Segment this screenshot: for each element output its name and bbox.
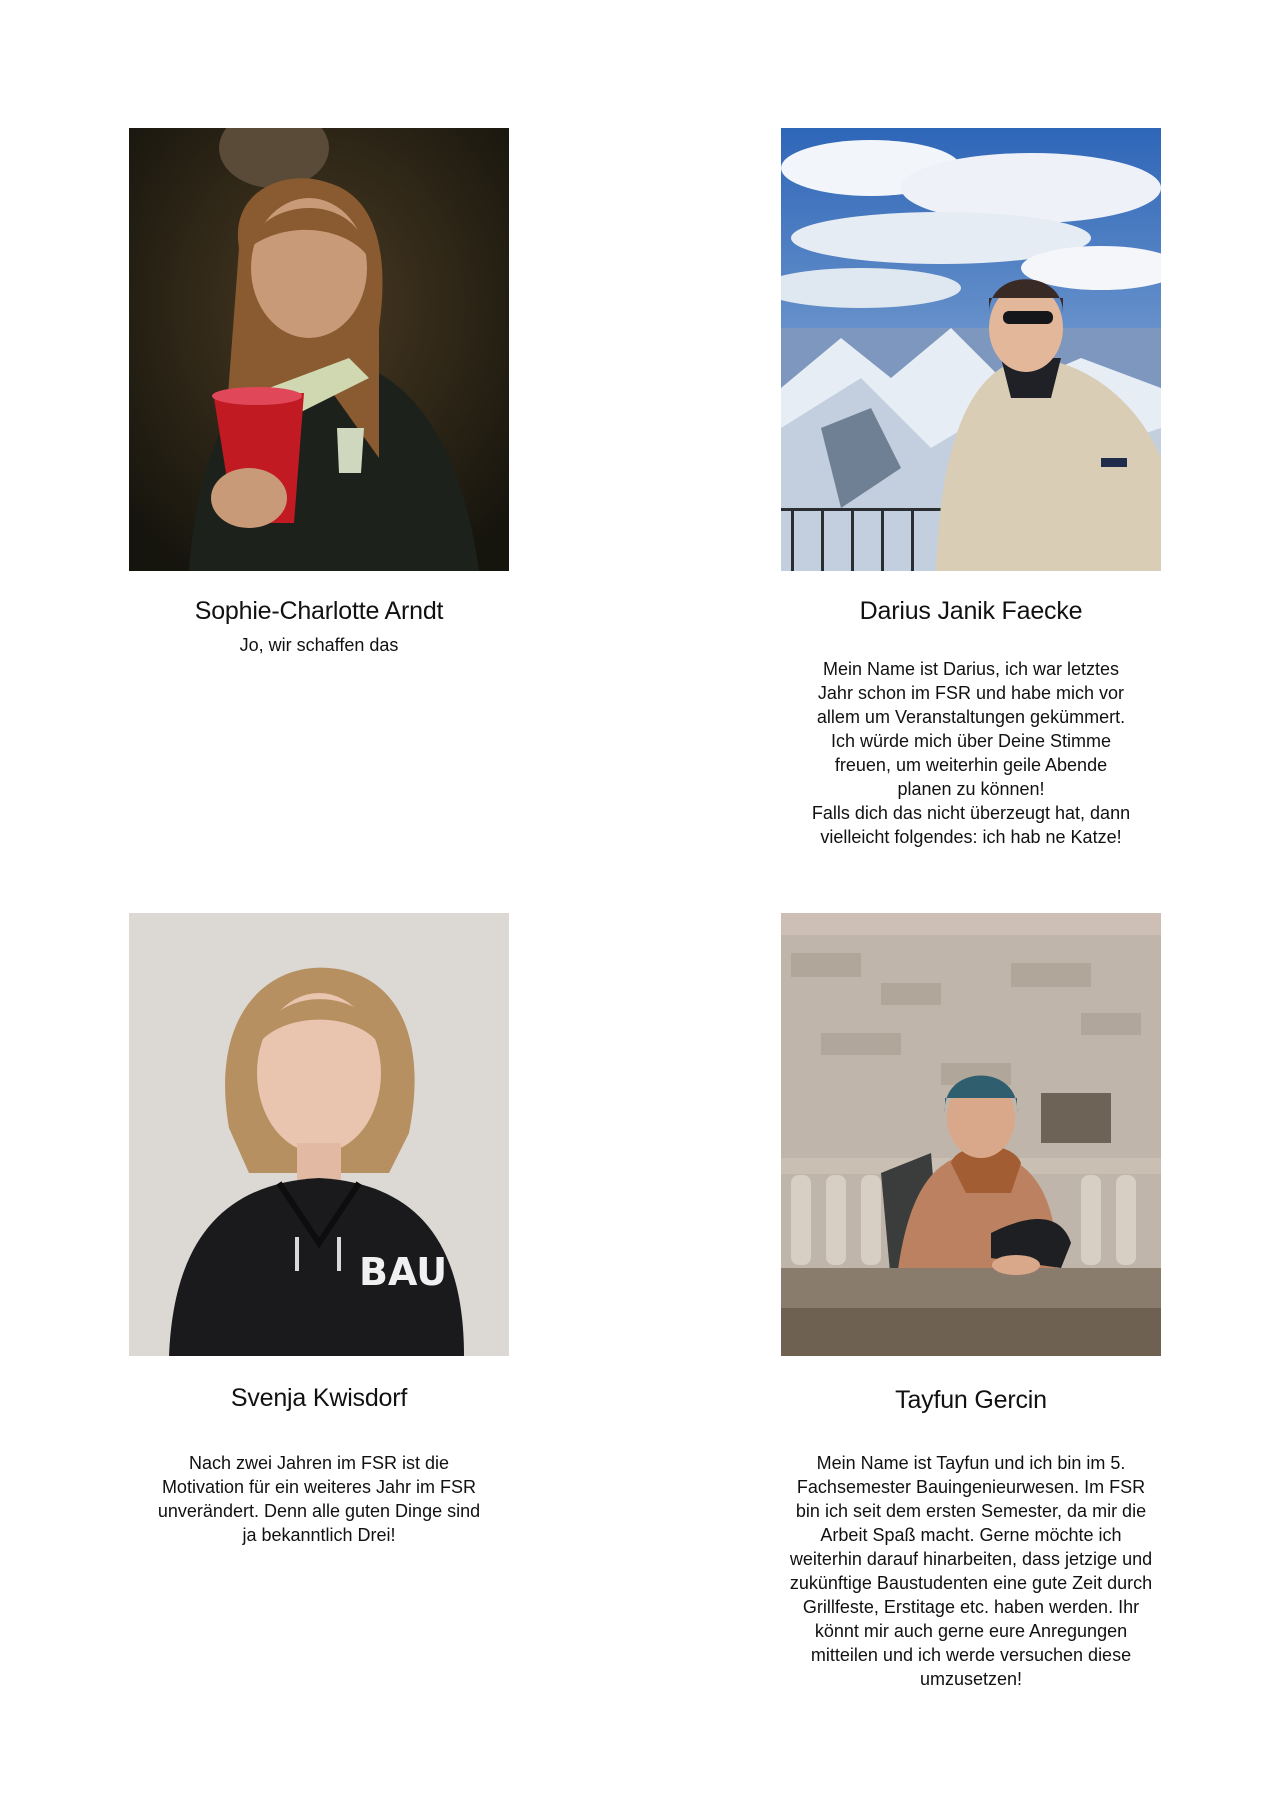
portrait-photo <box>129 128 509 571</box>
portrait-photo <box>781 128 1161 571</box>
bio-paragraph: Mein Name ist Darius, ich war letztes Jahr schon im FSR und habe mich vor allem um Veranstaltungen gekümmert. <box>816 659 1126 727</box>
bio-paragraph: Jo, wir schaffen das <box>239 635 399 655</box>
candidate-name: Sophie-Charlotte Arndt <box>194 597 444 625</box>
candidate-bio <box>786 1451 1156 1691</box>
candidate-bio <box>806 657 1136 849</box>
portrait-photo <box>781 913 1161 1356</box>
candidate-name: Svenja Kwisdorf <box>230 1384 408 1412</box>
bio-paragraph: Falls dich das nicht überzeugt hat, dann vielleicht folgendes: ich hab ne Katze! <box>811 803 1131 847</box>
bio-paragraph: Mein Name ist Tayfun und ich bin im 5. Fachsemester Bauingenieurwesen. Im FSR bin ich seit dem ersten Semester, da mir die Arbeit Spaß macht. Gerne möchte ich weiterhin darauf hinarbeiten, dass jetzige und zukünftige Baustudenten eine gute Zeit durch Grillfeste, Erstitage etc. haben werden. Ihr könnt mir auch gerne eure Anregungen mitteilen und ich werde versuchen diese umzusetzen! <box>789 1453 1153 1689</box>
candidate-name: Tayfun Gercin <box>895 1386 1047 1414</box>
bio-paragraph: Ich würde mich über Deine Stimme freuen, um weiterhin geile Abende planen zu können! <box>830 731 1112 799</box>
candidate-bio <box>139 633 499 657</box>
portrait-photo <box>129 913 509 1356</box>
bio-paragraph: Nach zwei Jahren im FSR ist die Motivation für ein weiteres Jahr im FSR unverändert. Denn alle guten Dinge sind ja bekanntlich Drei! <box>157 1453 481 1545</box>
candidate-name: Darius Janik Faecke <box>859 597 1083 625</box>
candidate-bio <box>149 1451 489 1547</box>
hoodie-print: BAU <box>359 1250 448 1294</box>
